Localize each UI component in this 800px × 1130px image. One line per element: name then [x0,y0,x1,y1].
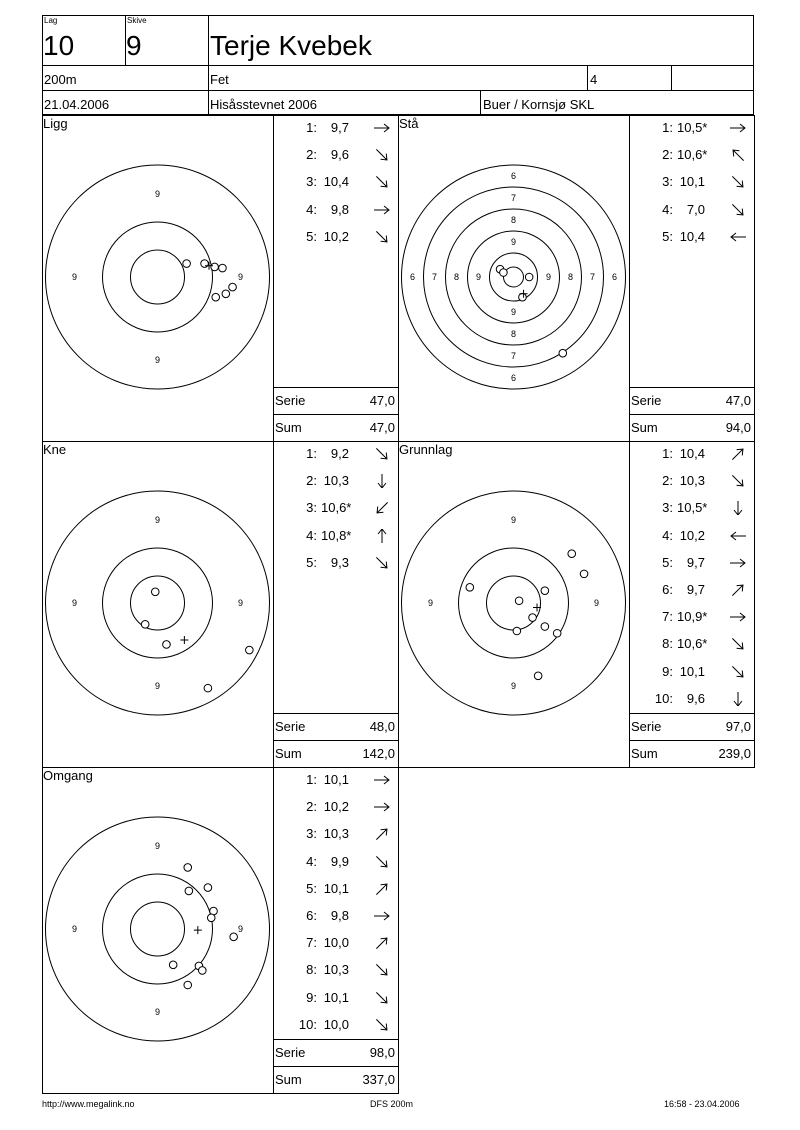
hit-mark [212,293,220,301]
hit-mark [525,273,533,281]
hit-mark [219,264,227,272]
shot-value: 10,4 [323,174,349,190]
ring-number: 7 [589,272,596,282]
ring-number: 6 [510,373,517,383]
header-vline-skive [208,15,209,115]
ring-number: 9 [154,515,161,525]
serie-divider [629,387,754,388]
direction-arrow-icon [372,936,392,950]
shot-value: 10,5* [677,500,708,516]
shot-number: 6: [662,582,673,597]
shot-number: 9: [662,663,673,679]
shot-value: 10,6* [321,500,352,516]
direction-arrow-icon [728,610,748,624]
shot-value: 10,9* [677,609,708,625]
panel-title: Stå [399,116,419,131]
ring-number: 9 [510,681,517,691]
shot-number: 3: [662,500,673,516]
panel-title: Ligg [43,116,68,131]
serie-value: 97,0 [725,719,751,734]
shot-value: 10,1 [323,880,349,896]
hit-mark [151,588,159,596]
direction-arrow-icon [728,556,748,570]
shot-value: 9,7 [686,554,705,570]
ring-number: 9 [593,598,600,608]
direction-arrow-icon [372,909,392,923]
shot-value: 9,8 [330,908,349,923]
target-face [42,115,273,441]
direction-arrow-icon [728,447,748,461]
header-vline-place [587,65,588,90]
shot-value: 9,6 [330,147,349,163]
shot-value: 10,5* [677,120,708,135]
lag-value: 10 [43,30,75,61]
ring-number: 9 [510,515,517,525]
serie-divider [273,713,398,714]
serie-label: Serie [275,719,306,734]
shot-value: 10,8* [321,527,352,543]
direction-arrow-icon [372,991,392,1005]
shot-value: 10,2 [323,228,349,244]
direction-arrow-icon [728,529,748,543]
ring-number: 7 [510,351,517,361]
hit-mark [466,584,474,592]
shot-number: 9: [306,989,317,1005]
direction-arrow-icon [372,230,392,244]
shot-number: 10: [298,1016,317,1032]
shot-number: 7: [662,609,673,625]
shot-value: 10,3 [323,826,349,842]
direction-arrow-icon [728,121,748,135]
ring-number: 9 [237,598,244,608]
direction-arrow-icon [372,556,392,570]
hit-mark [246,646,254,654]
direction-arrow-icon [372,1018,392,1032]
target-face [398,441,629,767]
header-divider-1 [42,65,754,66]
target-ring [459,548,569,658]
ring-number: 8 [510,215,517,225]
hit-mark [222,290,230,298]
shot-number: 4: [662,201,673,217]
sum-label: Sum [275,746,302,761]
skive-label: Skive [127,16,147,25]
direction-arrow-icon [372,800,392,814]
ring-number: 9 [154,355,161,365]
ring-number: 9 [154,841,161,851]
shot-number: 4: [306,201,317,217]
shot-number: 5: [306,880,317,896]
shot-number: 1: [662,120,673,135]
hit-mark [185,887,193,895]
shot-number: 1: [306,120,317,135]
event-name: Hisåsstevnet 2006 [210,97,317,112]
target-face [398,115,629,441]
hit-mark [184,864,192,872]
shooter-name: Terje Kvebek [210,30,372,61]
panel-title: Grunnlag [399,442,453,457]
hit-mark [559,349,567,357]
shot-value: 10,0 [323,935,349,951]
target-ring [103,222,213,332]
shot-number: 5: [662,554,673,570]
direction-arrow-icon [728,583,748,597]
serie-value: 48,0 [369,719,395,734]
target-face [42,767,273,1093]
ring-number: 8 [567,272,574,282]
shot-value: 10,1 [679,174,705,190]
shot-number: 2: [306,799,317,815]
shot-number: 5: [306,228,317,244]
direction-arrow-icon [372,121,392,135]
shot-value: 7,0 [686,201,705,217]
hit-mark [541,587,549,595]
sum-divider [629,740,754,741]
hit-mark [580,570,588,578]
skive-value: 9 [126,30,142,61]
ring-number: 7 [431,272,438,282]
hit-mark [230,933,238,941]
target-ring [103,548,213,658]
ring-number: 9 [71,272,78,282]
shot-number: 3: [306,500,317,516]
ring-number: 6 [510,171,517,181]
hit-mark [500,269,508,277]
shot-value: 10,3 [679,473,705,489]
target-ring [131,250,185,304]
distance: 200m [44,72,77,87]
shot-value: 10,6* [677,147,708,163]
ring-number: 9 [237,924,244,934]
hit-mark [199,967,207,975]
shot-number: 1: [662,446,673,461]
panel-title: Omgang [43,768,93,783]
sum-divider [273,414,398,415]
shot-value: 10,6* [677,636,708,652]
shot-number: 2: [662,473,673,489]
target-face [42,441,273,767]
hit-mark [163,641,171,649]
group-center-cross [180,636,188,644]
serie-value: 47,0 [725,393,751,408]
direction-arrow-icon [372,203,392,217]
shot-number: 3: [306,826,317,842]
shot-number: 1: [306,772,317,787]
shot-number: 1: [306,446,317,461]
ring-number: 9 [510,237,517,247]
direction-arrow-icon [728,474,748,488]
hit-mark [169,961,177,969]
sum-value: 142,0 [362,746,395,761]
header-divider-2 [42,90,754,91]
footer-timestamp: 16:58 - 23.04.2006 [664,1099,740,1109]
sum-divider [273,1066,398,1067]
shot-number: 2: [662,147,673,163]
direction-arrow-icon [728,148,748,162]
serie-divider [273,387,398,388]
shot-value: 10,1 [323,772,349,787]
shot-value: 10,2 [679,527,705,543]
date: 21.04.2006 [44,97,110,112]
sum-value: 239,0 [718,746,751,761]
footer-url: http://www.megalink.no [42,1099,135,1109]
shot-value: 10,4 [679,228,705,244]
hit-mark [534,672,542,680]
target-ring [487,576,541,630]
shot-number: 5: [662,228,673,244]
serie-value: 47,0 [369,393,395,408]
serie-divider [629,713,754,714]
direction-arrow-icon [728,692,748,706]
place: Fet [210,72,229,87]
target-ring [424,187,604,367]
group-center-cross [194,926,202,934]
direction-arrow-icon [728,501,748,515]
direction-arrow-icon [372,447,392,461]
shot-number: 2: [306,147,317,163]
direction-arrow-icon [728,203,748,217]
shot-value: 9,3 [330,554,349,570]
direction-arrow-icon [372,855,392,869]
shot-value: 10,4 [679,446,705,461]
ring-number: 7 [510,193,517,203]
serie-divider [273,1039,398,1040]
shot-number: 4: [306,527,317,543]
shot-number: 6: [306,908,317,923]
direction-arrow-icon [372,474,392,488]
ring-number: 9 [154,189,161,199]
shot-value: 9,7 [330,120,349,135]
shot-number: 2: [306,473,317,489]
sum-value: 337,0 [362,1072,395,1087]
hit-mark [204,684,212,692]
ring-number: 9 [71,598,78,608]
panel-title: Kne [43,442,67,457]
sum-label: Sum [631,746,658,761]
sum-label: Sum [631,420,658,435]
shot-number: 8: [306,962,317,978]
ring-number: 9 [427,598,434,608]
serie-label: Serie [631,393,662,408]
shot-value: 10,1 [323,989,349,1005]
ring-number: 8 [453,272,460,282]
shot-value: 9,6 [686,690,705,706]
ring-number: 9 [154,681,161,691]
direction-arrow-icon [372,827,392,841]
direction-arrow-icon [372,963,392,977]
shot-value: 10,0 [323,1016,349,1032]
hit-mark [207,914,215,922]
shot-value: 10,3 [323,962,349,978]
shot-value: 9,9 [330,853,349,869]
hit-mark [529,614,537,622]
shot-number: 10: [654,690,673,706]
direction-arrow-icon [372,529,392,543]
direction-arrow-icon [728,230,748,244]
hit-mark [183,260,191,268]
direction-arrow-icon [728,637,748,651]
direction-arrow-icon [372,773,392,787]
hit-mark [515,597,523,605]
hit-mark [229,283,237,291]
target-ring [131,576,185,630]
serie-label: Serie [275,393,306,408]
shot-number: 4: [662,527,673,543]
direction-arrow-icon [372,501,392,515]
sum-value: 47,0 [369,420,395,435]
shot-value: 10,1 [679,663,705,679]
header-vline-number [671,65,672,90]
shot-value: 9,2 [330,446,349,461]
direction-arrow-icon [728,665,748,679]
footer-program: DFS 200m [370,1099,414,1109]
hit-mark [211,263,219,271]
header-vline-club [480,90,481,115]
shot-value: 10,2 [323,799,349,815]
sum-divider [629,414,754,415]
shot-number: 3: [306,174,317,190]
shot-number: 5: [306,554,317,570]
ring-number: 9 [545,272,552,282]
ring-number: 9 [154,1007,161,1017]
lag-label: Lag [44,16,58,25]
ring-number: 9 [71,924,78,934]
hit-mark [141,620,149,628]
shot-number: 7: [306,935,317,951]
hit-mark [553,629,561,637]
target-ring [446,209,582,345]
ring-number: 8 [510,329,517,339]
hit-mark [513,627,521,635]
shot-number: 8: [662,636,673,652]
hit-mark [184,981,192,989]
ring-number: 6 [611,272,618,282]
shot-value: 9,8 [330,201,349,217]
ring-number: 9 [475,272,482,282]
ring-number: 9 [510,307,517,317]
shooter-number: 4 [590,72,598,87]
direction-arrow-icon [728,175,748,189]
shot-value: 10,3 [323,473,349,489]
ring-number: 6 [409,272,416,282]
hit-mark [568,550,576,558]
direction-arrow-icon [372,882,392,896]
club-name: Buer / Kornsjø SKL [483,97,595,112]
sum-label: Sum [275,420,302,435]
shot-number: 3: [662,174,673,190]
serie-label: Serie [631,719,662,734]
serie-value: 98,0 [369,1045,395,1060]
sum-label: Sum [275,1072,302,1087]
hit-mark [204,884,212,892]
shot-value: 9,7 [686,582,705,597]
hit-mark [541,623,549,631]
sum-divider [273,740,398,741]
hit-mark [519,293,527,301]
serie-label: Serie [275,1045,306,1060]
direction-arrow-icon [372,148,392,162]
ring-number: 9 [237,272,244,282]
shot-number: 4: [306,853,317,869]
sum-value: 94,0 [725,420,751,435]
target-ring [131,902,185,956]
direction-arrow-icon [372,175,392,189]
